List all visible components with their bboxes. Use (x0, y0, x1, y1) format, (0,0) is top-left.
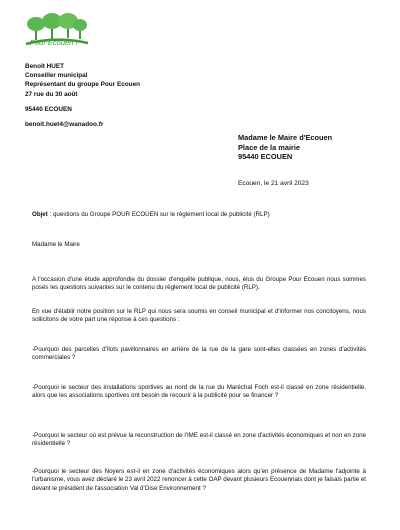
question-2: -Pourquoi le secteur des installations sportives au nord de la rue du Maréchal Foch est-il classé en zone résidentielle, alors que les associations sportives ont besoin de recourir à la publicité pour se financer ? (32, 384, 366, 400)
subject-line (32, 211, 366, 219)
salutation: Madame le Maire (32, 241, 80, 248)
subject-text: : questions du Groupe POUR ECOUEN sur le règlement local de publicité (RLP) (47, 211, 270, 218)
question-4: -Pourquoi le secteur des Noyers est-il en zone d'activités économiques alors qu'en présence de Madame l'adjointe à l'urbanisme, vous avez déclaré le 23 avril 2022 renoncer à cette OAP devant plusieurs Ecouennais dont je faisais partie et devant le président de l'association Val d'Oise Environnement ? (32, 468, 367, 492)
sender-name: Benoît HUET (25, 63, 65, 70)
subject-label: Objet (32, 211, 48, 218)
sender-title: Conseiller municipal (25, 72, 88, 80)
recipient-line-1: Madame le Maire d'Ecouen (238, 133, 333, 142)
sender-street: 27 rue du 30 août (25, 90, 78, 98)
paragraph-request: En vue d'établir notre position sur le RLP qui nous sera soumis en conseil municipal et d'informer nos concitoyens, nous sollicitons de votre part une réponse à ces questions : (32, 308, 366, 324)
sender-block (25, 62, 140, 129)
sender-city: 95440 ECOUEN (25, 105, 72, 113)
paragraph-intro: A l'occasion d'une étude approfondie du dossier d'enquête publique, nous, élus du Groupe Pour Ecouen nous sommes posés les questions suivantes sur le contenu du règlement local de publicité (RLP). (32, 276, 366, 292)
letter-date: Ecouen, le 21 avril 2023 (238, 180, 309, 187)
recipient-block (238, 133, 332, 162)
question-3: -Pourquoi le secteur où est prévue la reconstruction de l'IME est-il classé en zone d'activités économiques et non en zone résidentielle ? (32, 432, 366, 448)
recipient-line-2: Place de la mairie (238, 142, 301, 152)
sender-group: Représentant du groupe Pour Ecouen (25, 81, 141, 89)
sender-email: benoit.huet4@wanadoo.fr (25, 121, 104, 129)
logo-text: Pour Ecouen ! (30, 38, 78, 47)
recipient-line-3: 95440 ECOUEN (238, 152, 293, 162)
question-1: -Pourquoi des parcelles d'îlots pavillonnaires en arrière de la rue de la gare sont-elles classées en zones d'activités commerciales ? (32, 346, 366, 362)
